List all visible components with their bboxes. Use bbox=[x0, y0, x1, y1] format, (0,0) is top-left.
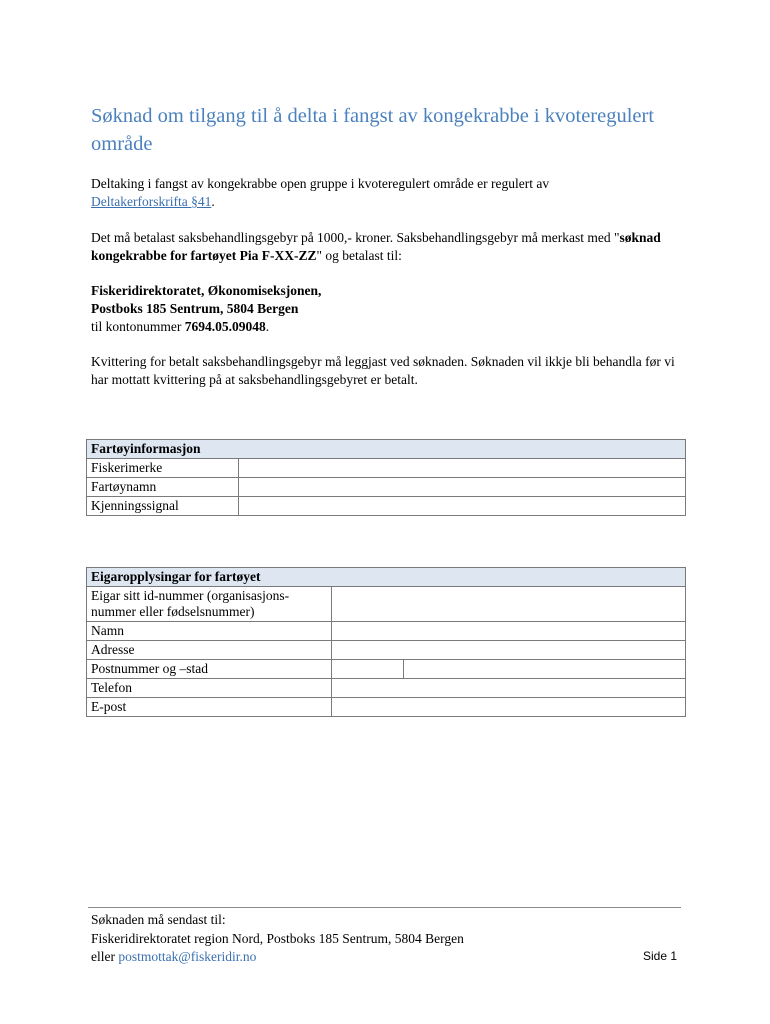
footer-line-3 bbox=[91, 948, 651, 967]
owner-table-header: Eigaropplysingar for fartøyet bbox=[87, 568, 686, 587]
intro-text: Deltaking i fangst av kongekrabbe open gruppe i kvoteregulert område er regulert av bbox=[91, 176, 550, 191]
fee-text-2: " og betalast til: bbox=[316, 248, 402, 263]
vessel-info-table bbox=[86, 439, 686, 516]
footer-line-1: Søknaden må sendast til: bbox=[91, 912, 226, 927]
owner-email-field[interactable] bbox=[332, 698, 686, 717]
footer-divider bbox=[88, 907, 681, 908]
fartoynamn-field[interactable] bbox=[239, 478, 686, 497]
owner-phone-label: Telefon bbox=[87, 679, 332, 698]
owner-id-field[interactable] bbox=[332, 587, 686, 622]
table-row bbox=[87, 641, 686, 660]
vessel-table-header: Fartøyinformasjon bbox=[87, 440, 686, 459]
table-row bbox=[87, 459, 686, 478]
postnummer-field[interactable] bbox=[332, 660, 404, 679]
payee-block bbox=[91, 282, 691, 336]
intro-paragraph bbox=[91, 175, 691, 211]
owner-name-label: Namn bbox=[87, 622, 332, 641]
table-row bbox=[87, 679, 686, 698]
owner-name-field[interactable] bbox=[332, 622, 686, 641]
fiskerimerke-field[interactable] bbox=[239, 459, 686, 478]
payee-address: Postboks 185 Sentrum, 5804 Bergen bbox=[91, 301, 299, 316]
owner-postcode-label: Postnummer og –stad bbox=[87, 660, 332, 679]
footer-line-2: Fiskeridirektoratet region Nord, Postboks 185 Sentrum, 5804 Bergen bbox=[91, 930, 464, 946]
footer-prefix: eller bbox=[91, 949, 115, 964]
owner-phone-field[interactable] bbox=[332, 679, 686, 698]
footer bbox=[91, 911, 651, 967]
fee-paragraph bbox=[91, 229, 691, 265]
receipt-paragraph: Kvittering for betalt saksbehandlingsgebyr må leggjast ved søknaden. Søknaden vil ikkje bli behandla før vi har mottatt kvittering på at saksbehandlingsgebyret er betalt. bbox=[91, 354, 675, 387]
payee-name: Fiskeridirektoratet, Økonomiseksjonen, bbox=[91, 283, 322, 298]
account-prefix: til kontonummer bbox=[91, 319, 182, 334]
table-row bbox=[87, 698, 686, 717]
regulation-link[interactable]: Deltakerforskrifta §41 bbox=[91, 194, 212, 209]
intro-period: . bbox=[211, 194, 215, 209]
kjenningssignal-field[interactable] bbox=[239, 497, 686, 516]
table-row bbox=[87, 587, 686, 622]
page-title: Søknad om tilgang til å delta i fangst av kongekrabbe i kvoteregulert område bbox=[91, 105, 655, 155]
owner-id-label: Eigar sitt id-nummer (organisasjons-nummer eller fødselsnummer) bbox=[87, 587, 332, 622]
table-row bbox=[87, 660, 686, 679]
owner-address-label: Adresse bbox=[87, 641, 332, 660]
owner-info-table bbox=[86, 567, 686, 717]
fiskerimerke-label: Fiskerimerke bbox=[87, 459, 239, 478]
fee-marking: søknad kongekrabbe for fartøyet Pia F-XX-ZZ bbox=[91, 230, 661, 263]
kjenningssignal-label: Kjenningssignal bbox=[87, 497, 239, 516]
account-number: 7694.05.09048 bbox=[184, 319, 266, 334]
fee-text-1: Det må betalast saksbehandlingsgebyr på 1000,- kroner. Saksbehandlingsgebyr må merkast med " bbox=[91, 230, 620, 245]
table-row bbox=[87, 497, 686, 516]
owner-email-label: E-post bbox=[87, 698, 332, 717]
account-period: . bbox=[265, 319, 270, 334]
fartoynamn-label: Fartøynamn bbox=[87, 478, 239, 497]
page-number: Side 1 bbox=[643, 949, 678, 963]
owner-address-field[interactable] bbox=[332, 641, 686, 660]
table-row bbox=[87, 622, 686, 641]
poststad-field[interactable] bbox=[404, 660, 686, 679]
table-row bbox=[87, 478, 686, 497]
email-link[interactable]: postmottak@fiskeridir.no bbox=[118, 949, 257, 964]
